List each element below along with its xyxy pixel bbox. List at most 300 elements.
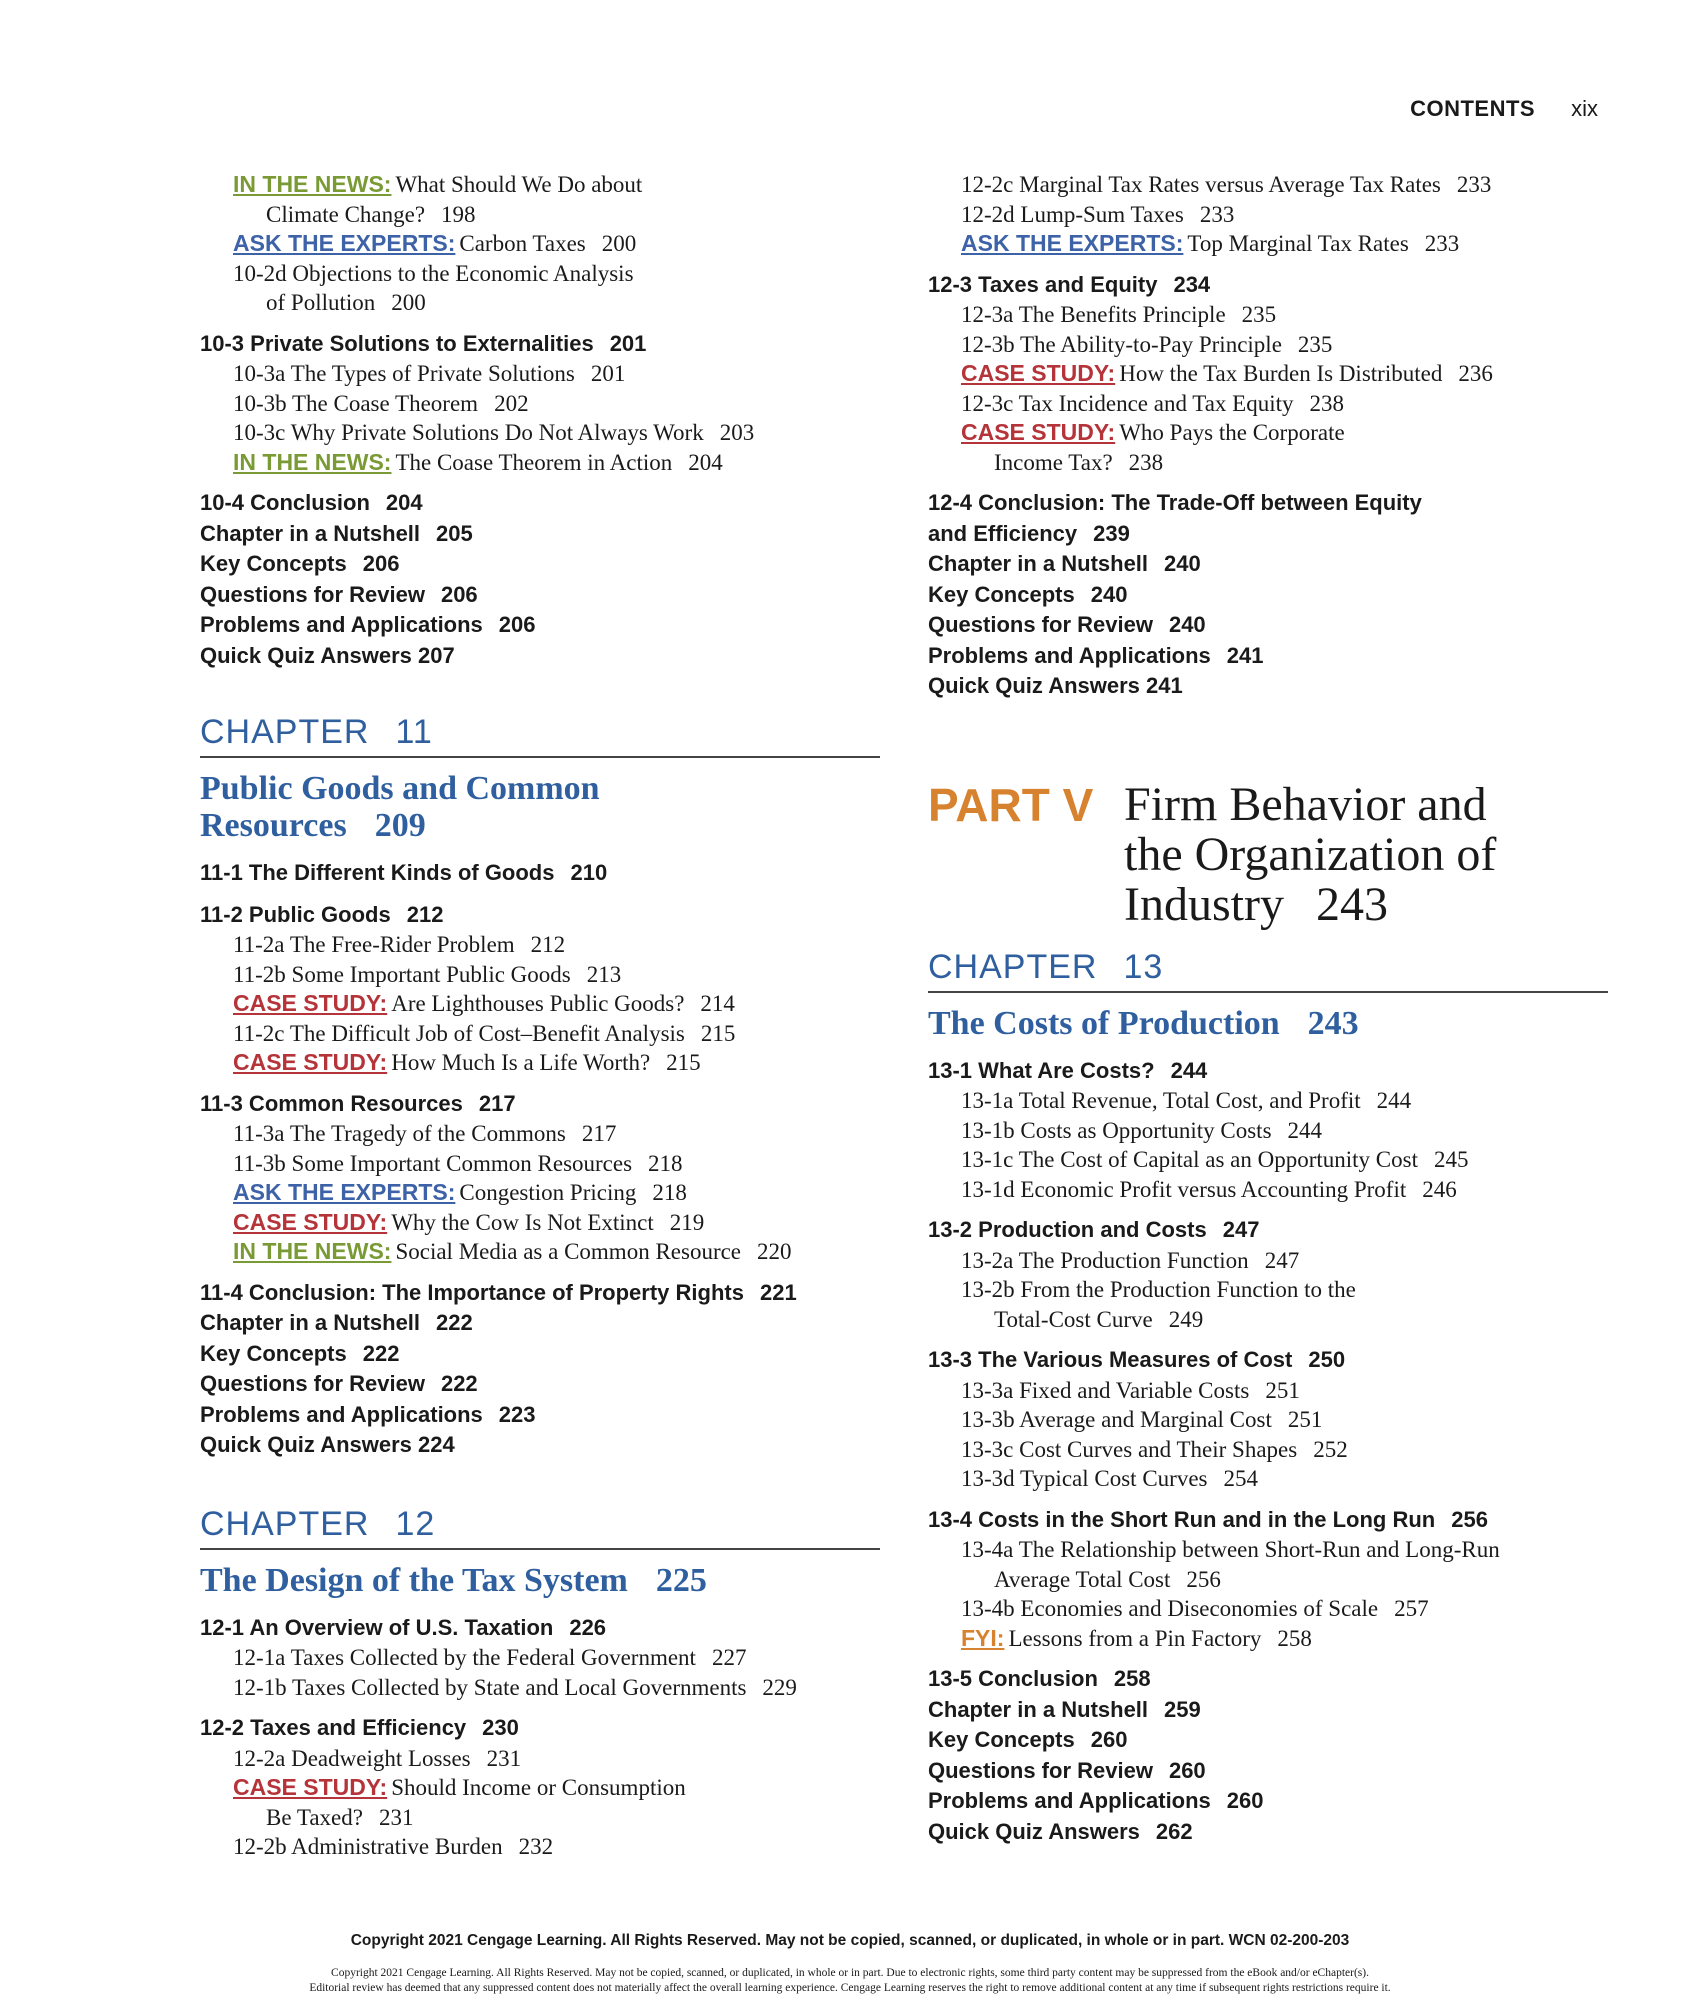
entry-text: 11-2c The Difficult Job of Cost–Benefit Analysis [233,1020,685,1046]
entry-page-number: 254 [1223,1466,1258,1491]
entry-page-number: 201 [590,361,626,386]
entry-page-number: 234 [1173,271,1211,297]
entry-page-number: 200 [391,290,426,315]
entry-page-number: 227 [711,1645,747,1670]
feature-tag: CASE STUDY: [233,990,388,1016]
toc-subsection-entry[interactable] [928,448,1608,478]
entry-text: 12-1a Taxes Collected by the Federal Government [233,1645,696,1670]
entry-text: Quick Quiz Answers 241 [928,673,1183,698]
entry-page-number: 231 [378,1804,414,1830]
entry-page-number: 240 [1090,581,1128,607]
toc-subsection-entry[interactable] [928,1565,1608,1595]
entry-text: 12-4 Conclusion: The Trade-Off between Equity [928,490,1422,515]
toc-subsection-entry[interactable] [200,1744,880,1774]
chapter-label: CHAPTER [200,1504,370,1543]
right-top-entries [928,170,1608,702]
entry-page-number: 198 [441,201,476,227]
toc-section-entry[interactable] [200,1339,880,1370]
entry-page-number: 232 [518,1834,554,1859]
toc-section-entry[interactable] [200,549,880,580]
entry-text: 13-1a Total Revenue, Total Cost, and Profit [961,1088,1361,1113]
entry-page-number: 218 [652,1180,687,1205]
chapter-12-block [200,1505,880,1862]
entry-text: 11-3a The Tragedy of the Commons [233,1121,566,1146]
entry-text: Problems and Applications [200,1401,483,1427]
entry-text: Average Total Cost [994,1566,1171,1592]
entry-page-number: 257 [1394,1596,1429,1621]
entry-page-number: 244 [1170,1057,1208,1083]
toc-subsection-entry[interactable] [200,1643,880,1673]
feature-tag: CASE STUDY: [961,419,1116,445]
entry-page-number: 200 [601,231,637,256]
copyright-disclaimer [0,1966,1700,1996]
entry-page-number: 210 [570,860,608,885]
header-title: CONTENTS [1410,96,1536,121]
feature-tag: CASE STUDY: [233,1208,388,1235]
entry-text: Chapter in a Nutshell [928,1696,1149,1722]
entry-text: 13-3a Fixed and Variable Costs [961,1377,1250,1403]
toc-section-entry[interactable] [928,1056,1608,1087]
chapter-13-entries [928,1056,1608,1848]
chapter-label: CHAPTER [928,947,1098,986]
entry-text: Problems and Applications [200,612,483,637]
toc-section-entry[interactable] [200,1369,880,1400]
toc-feature-entry[interactable] [200,229,880,259]
toc-subsection-entry[interactable] [928,1175,1608,1205]
part-title-line: Firm Behavior and [1124,777,1487,831]
toc-section-entry[interactable] [928,488,1608,519]
toc-subsection-entry[interactable] [928,1246,1608,1276]
entry-text: 13-4b Economies and Diseconomies of Scale [961,1596,1379,1621]
toc-section-entry[interactable] [200,1613,880,1644]
toc-subsection-entry[interactable] [200,200,880,230]
toc-subsection-entry[interactable] [928,330,1608,360]
entry-text: 11-1 The Different Kinds of Goods [200,860,555,885]
entry-text: 12-3 Taxes and Equity [928,271,1158,297]
entry-text: 11-2 Public Goods [200,901,391,927]
toc-subsection-entry[interactable] [928,170,1608,200]
toc-subsection-entry[interactable] [200,389,880,419]
entry-page-number: 222 [362,1340,400,1366]
toc-feature-entry[interactable] [200,448,880,478]
toc-subsection-entry[interactable] [928,1405,1608,1435]
entry-text: How Much Is a Life Worth? [391,1050,651,1075]
toc-feature-entry[interactable] [200,170,880,200]
entry-text: 13-3 The Various Measures of Cost [928,1347,1293,1372]
chapter-title-line: The Design of the Tax System [200,1561,628,1599]
feature-tag: FYI: [961,1624,1005,1651]
feature-tag: IN THE NEWS: [233,1238,392,1264]
entry-page-number: 229 [762,1674,797,1700]
toc-section-entry[interactable] [200,329,880,360]
entry-text: Top Marginal Tax Rates [1187,231,1409,256]
toc-feature-entry[interactable] [200,989,880,1019]
entry-page-number: 205 [436,520,473,546]
toc-feature-entry[interactable] [200,1773,880,1803]
entry-page-number: 204 [385,490,423,515]
entry-page-number: 247 [1264,1247,1300,1273]
entry-text: 13-5 Conclusion [928,1666,1098,1691]
toc-section-entry[interactable] [200,488,880,519]
entry-page-number: 250 [1308,1347,1346,1372]
entry-page-number: 204 [688,449,723,475]
toc-section-entry[interactable] [200,1308,880,1339]
entry-text: 13-4a The Relationship between Short-Run and Long-Run [961,1537,1500,1562]
entry-page-number: 233 [1199,201,1235,227]
entry-page-number: 258 [1113,1666,1151,1691]
entry-page-number: 231 [486,1745,522,1771]
entry-text: Chapter in a Nutshell [928,551,1149,576]
entry-text: Quick Quiz Answers 224 [200,1432,455,1457]
entry-text: Are Lighthouses Public Goods? [391,991,685,1016]
chapter-12-heading [200,1505,880,1550]
entry-text: What Should We Do about [395,172,643,197]
entry-page-number: 245 [1433,1147,1469,1172]
entry-page-number: 251 [1265,1377,1300,1403]
toc-section-entry[interactable] [200,1430,880,1461]
entry-page-number: 226 [569,1614,607,1640]
entry-text: Total-Cost Curve [994,1306,1153,1332]
chapter-11-title[interactable] [200,770,880,844]
toc-subsection-entry[interactable] [200,960,880,990]
feature-tag: ASK THE EXPERTS: [961,230,1184,256]
page-header [1410,96,1598,122]
entry-page-number: 221 [759,1279,797,1305]
toc-subsection-entry[interactable] [928,1305,1608,1335]
toc-subsection-entry[interactable] [200,930,880,960]
entry-page-number: 230 [482,1715,519,1740]
toc-subsection-entry[interactable] [928,1086,1608,1116]
toc-section-entry[interactable] [928,671,1608,702]
entry-text: 10-3b The Coase Theorem [233,390,479,416]
feature-tag: CASE STUDY: [961,360,1116,386]
toc-section-entry[interactable] [928,1725,1608,1756]
part-label: PART V [928,778,1094,831]
chapter-title-line: Public Goods and Common [200,770,600,807]
entry-page-number: 260 [1090,1727,1128,1752]
entry-page-number: 201 [609,330,647,356]
entry-page-number: 251 [1287,1407,1323,1432]
entry-text: 13-4 Costs in the Short Run and in the Long Run [928,1506,1436,1532]
entry-text: 13-1c The Cost of Capital as an Opportunity Cost [961,1147,1418,1172]
header-page-number: xix [1571,96,1598,121]
chapter-12-entries [200,1613,880,1862]
toc-subsection-entry[interactable] [928,1116,1608,1146]
entry-text: 11-3b Some Important Common Resources [233,1150,633,1176]
entry-text: 13-3b Average and Marginal Cost [961,1407,1272,1432]
entry-page-number: 260 [1226,1788,1264,1813]
toc-section-entry[interactable] [928,1817,1608,1848]
copyright-notice: Copyright 2021 Cengage Learning. All Rights Reserved. May not be copied, scanned, or duplicated, in whole or in part. WCN 02-200-203 [350,1932,1350,1949]
chapter-11-block [200,713,880,1461]
entry-page-number: 256 [1451,1506,1488,1532]
entry-page-number: 240 [1164,551,1201,576]
entry-text: 12-1b Taxes Collected by State and Local Governments [233,1674,747,1700]
entry-text: 12-2d Lump-Sum Taxes [961,201,1184,227]
entry-page-number: 262 [1155,1818,1193,1844]
entry-text: Why the Cow Is Not Extinct [391,1209,654,1235]
entry-page-number: 244 [1376,1088,1412,1113]
entry-page-number: 206 [498,612,536,637]
entry-page-number: 215 [666,1050,701,1075]
feature-tag: ASK THE EXPERTS: [233,230,456,256]
toc-section-entry[interactable] [928,580,1608,611]
entry-page-number: 236 [1458,361,1493,386]
chapter-13-title[interactable] [928,1005,1608,1042]
toc-section-entry[interactable] [928,1215,1608,1246]
feature-tag: ASK THE EXPERTS: [233,1179,456,1205]
entry-page-number: 222 [440,1371,478,1396]
toc-section-entry[interactable] [928,1756,1608,1787]
entry-text: Chapter in a Nutshell [200,1310,421,1335]
part-title [1124,777,1497,931]
entry-text: Congestion Pricing [459,1180,637,1205]
toc-section-entry[interactable] [928,610,1608,641]
entry-text: 13-1b Costs as Opportunity Costs [961,1117,1272,1143]
entry-text: 11-2b Some Important Public Goods [233,961,571,987]
entry-text: Carbon Taxes [459,231,586,256]
entry-text: Key Concepts [928,1727,1075,1752]
entry-text: and Efficiency [928,520,1078,546]
chapter-11-entries [200,858,880,1461]
entry-text: 10-2d Objections to the Economic Analysis [233,260,634,286]
toc-section-entry[interactable] [200,1089,880,1120]
feature-tag: CASE STUDY: [233,1049,388,1075]
chapter-11-heading [200,713,880,758]
entry-text: 11-4 Conclusion: The Importance of Property Rights [200,1279,744,1305]
toc-subsection-entry[interactable] [928,200,1608,230]
entry-text: Questions for Review [928,612,1153,637]
entry-page-number: 235 [1297,331,1333,357]
toc-section-entry[interactable] [928,1345,1608,1376]
entry-page-number: 218 [648,1150,683,1176]
toc-subsection-entry[interactable] [928,300,1608,330]
entry-page-number: 219 [669,1209,705,1235]
entry-text: 10-3a The Types of Private Solutions [233,361,575,386]
toc-feature-entry[interactable] [928,359,1608,389]
entry-text: 13-2 Production and Costs [928,1217,1207,1242]
part-title-line: the Organization of [1124,827,1497,881]
toc-subsection-entry[interactable] [200,259,880,289]
entry-text: Questions for Review [200,581,425,607]
entry-page-number: 202 [494,390,529,416]
entry-text: Questions for Review [928,1757,1153,1783]
entry-text: Income Tax? [994,449,1113,475]
entry-page-number: 244 [1287,1117,1323,1143]
entry-page-number: 217 [478,1090,516,1116]
entry-text: Key Concepts [200,1340,347,1366]
chapter-title-page: 243 [1307,1004,1359,1042]
part-page: 243 [1315,877,1388,931]
toc-feature-entry[interactable] [200,1208,880,1238]
entry-page-number: 259 [1164,1696,1201,1722]
toc-feature-entry[interactable] [928,418,1608,448]
toc-subsection-entry[interactable] [928,1435,1608,1465]
entry-page-number: 233 [1424,231,1460,256]
chapter-12-title[interactable] [200,1562,880,1599]
chapter-label: CHAPTER [200,713,370,751]
toc-subsection-entry[interactable] [200,1832,880,1862]
toc-section-entry[interactable] [928,1505,1608,1536]
toc-section-entry[interactable] [200,580,880,611]
entry-page-number: 215 [700,1020,736,1046]
toc-subsection-entry[interactable] [200,288,880,318]
entry-text: 10-3c Why Private Solutions Do Not Always Work [233,420,704,445]
entry-page-number: 212 [530,932,566,957]
entry-text: 13-3d Typical Cost Curves [961,1466,1208,1491]
left-column [200,170,880,1862]
entry-text: 12-2 Taxes and Efficiency [200,1715,467,1740]
toc-section-entry[interactable] [928,270,1608,301]
entry-page-number: 220 [757,1239,792,1264]
toc-feature-entry[interactable] [928,1624,1608,1654]
chapter-number: 12 [395,1504,436,1543]
toc-subsection-entry[interactable] [928,1145,1608,1175]
toc-subsection-entry[interactable] [200,1673,880,1703]
entry-text: Who Pays the Corporate [1119,420,1345,445]
toc-section-entry[interactable] [200,1713,880,1744]
chapter-number: 11 [395,713,433,751]
entry-text: 12-2c Marginal Tax Rates versus Average Tax Rates [961,172,1441,197]
entry-page-number: 214 [700,991,735,1016]
entry-text: 13-2b From the Production Function to the [961,1277,1356,1302]
entry-page-number: 239 [1093,520,1130,546]
toc-section-entry[interactable] [928,641,1608,672]
entry-text: 13-1d Economic Profit versus Accounting Profit [961,1176,1407,1202]
entry-page-number: 238 [1128,449,1164,475]
toc-subsection-entry[interactable] [928,1535,1608,1565]
entry-page-number: 206 [362,551,400,576]
entry-page-number: 212 [406,901,444,927]
entry-page-number: 256 [1186,1566,1221,1592]
toc-section-entry[interactable] [200,858,880,889]
entry-text: Quick Quiz Answers [928,1818,1140,1844]
toc-section-entry[interactable] [200,641,880,672]
entry-page-number: 252 [1313,1436,1348,1462]
toc-section-entry[interactable] [928,549,1608,580]
entry-page-number: 249 [1168,1306,1204,1332]
entry-page-number: 238 [1309,390,1345,416]
entry-page-number: 206 [440,581,478,607]
toc-feature-entry[interactable] [928,229,1608,259]
toc-subsection-entry[interactable] [200,1803,880,1833]
toc-subsection-entry[interactable] [200,1149,880,1179]
entry-text: 12-3b The Ability-to-Pay Principle [961,331,1282,357]
entry-page-number: 240 [1168,612,1206,637]
toc-subsection-entry[interactable] [928,1376,1608,1406]
toc-feature-entry[interactable] [200,1237,880,1267]
toc-section-entry[interactable] [200,519,880,550]
entry-text: 13-2a The Production Function [961,1247,1249,1273]
toc-section-entry[interactable] [200,1278,880,1309]
entry-text: Should Income or Consumption [391,1775,686,1800]
chapter-13-block [928,948,1608,1848]
entry-text: The Coase Theorem in Action [395,449,673,475]
entry-text: 12-1 An Overview of U.S. Taxation [200,1614,554,1640]
chapter-title-line: The Costs of Production [928,1004,1280,1042]
part-v-heading[interactable] [928,777,1608,931]
entry-text: Key Concepts [928,581,1075,607]
entry-page-number: 223 [498,1401,536,1427]
entry-text: 13-3c Cost Curves and Their Shapes [961,1436,1298,1462]
entry-text: Chapter in a Nutshell [200,520,421,546]
feature-tag: CASE STUDY: [233,1774,388,1800]
entry-text: 12-2a Deadweight Losses [233,1745,471,1771]
chapter-title-page: 209 [374,807,426,844]
toc-section-entry[interactable] [928,1695,1608,1726]
entry-text: How the Tax Burden Is Distributed [1119,361,1443,386]
entry-text: Problems and Applications [928,1788,1211,1813]
entry-page-number: 217 [581,1121,617,1146]
part-title-line: Industry [1124,877,1284,931]
toc-section-entry[interactable] [928,519,1608,550]
entry-text: 11-2a The Free-Rider Problem [233,932,515,957]
entry-text: Climate Change? [266,201,426,227]
entry-page-number: 222 [436,1310,473,1335]
disclaimer-line: Editorial review has deemed that any suppressed content does not materially affect the overall learning experience. Cengage Learning reserves the right to remove additional content at any time if subsequent rights restrictions require it. [309,1982,1391,1994]
entry-text: 12-3c Tax Incidence and Tax Equity [961,390,1294,416]
entry-text: Be Taxed? [266,1804,363,1830]
toc-subsection-entry[interactable] [928,1275,1608,1305]
chapter-13-heading [928,948,1608,993]
toc-subsection-entry[interactable] [928,389,1608,419]
chapter-number: 13 [1123,947,1164,986]
entry-text: 10-3 Private Solutions to Externalities [200,330,594,356]
entry-text: 12-3a The Benefits Principle [961,302,1226,327]
entry-text: Lessons from a Pin Factory [1008,1625,1262,1651]
chapter-title-page: 225 [655,1561,707,1599]
chapter-title-line: Resources [200,807,347,844]
entry-text: Social Media as a Common Resource [395,1239,742,1264]
entry-page-number: 247 [1222,1217,1260,1242]
toc-section-entry[interactable] [200,610,880,641]
toc-subsection-entry[interactable] [200,1019,880,1049]
toc-section-entry[interactable] [928,1664,1608,1695]
left-top-entries [200,170,880,671]
entry-page-number: 213 [586,961,622,987]
entry-page-number: 233 [1456,172,1492,197]
feature-tag: IN THE NEWS: [233,448,392,475]
toc-subsection-entry[interactable] [928,1594,1608,1624]
entry-page-number: 241 [1226,642,1264,668]
entry-text: 12-2b Administrative Burden [233,1834,503,1859]
toc-subsection-entry[interactable] [200,418,880,448]
toc-section-entry[interactable] [928,1786,1608,1817]
entry-text: of Pollution [266,290,376,315]
entry-text: 13-1 What Are Costs? [928,1057,1155,1083]
entry-text: Quick Quiz Answers 207 [200,642,455,668]
disclaimer-line: Copyright 2021 Cengage Learning. All Rights Reserved. May not be copied, scanned, or duplicated, in whole or in part. Due to electronic rights, some third party content may be suppressed from the eBook and/or eChapter(s). [331,1967,1369,1979]
entry-page-number: 235 [1241,302,1277,327]
entry-page-number: 203 [719,420,755,445]
toc-subsection-entry[interactable] [200,359,880,389]
toc-subsection-entry[interactable] [928,1464,1608,1494]
entry-text: 10-4 Conclusion [200,490,370,515]
toc-section-entry[interactable] [200,1400,880,1431]
entry-text: 11-3 Common Resources [200,1090,463,1116]
toc-feature-entry[interactable] [200,1048,880,1078]
feature-tag: IN THE NEWS: [233,171,392,197]
right-column [928,170,1608,1847]
toc-feature-entry[interactable] [200,1178,880,1208]
toc-section-entry[interactable] [200,900,880,931]
entry-page-number: 246 [1422,1176,1457,1202]
entry-text: Key Concepts [200,551,347,576]
toc-subsection-entry[interactable] [200,1119,880,1149]
entry-text: Problems and Applications [928,642,1211,668]
entry-page-number: 260 [1168,1757,1206,1783]
entry-text: Questions for Review [200,1371,425,1396]
